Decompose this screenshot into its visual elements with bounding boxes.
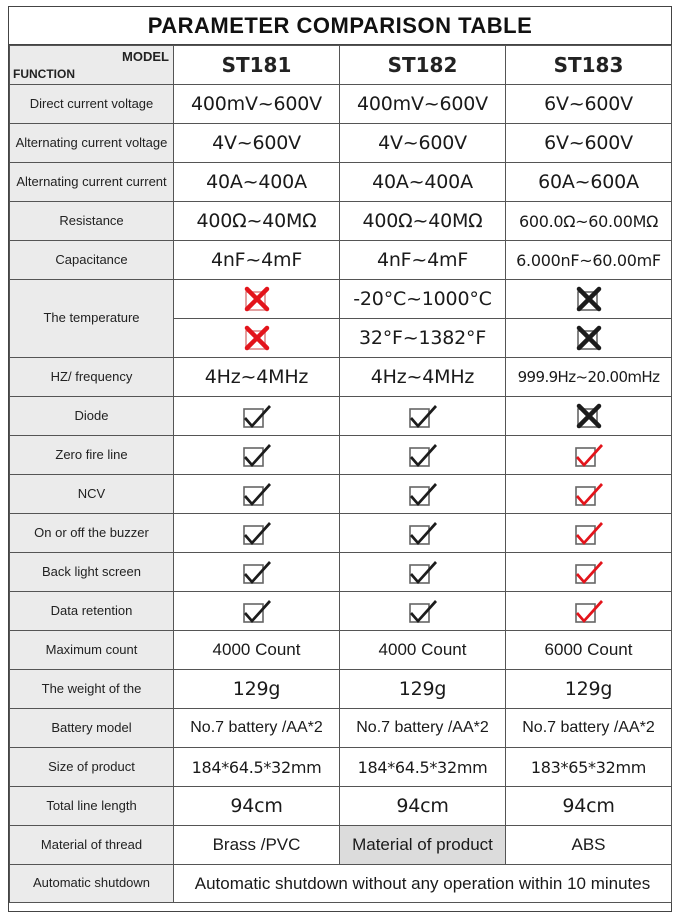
function-label-cell: Data retention [10,592,174,631]
row-data-retention [10,592,672,631]
mark-cell [340,514,506,553]
row-size [10,748,672,787]
comparison-sheet [8,6,672,912]
value-cell: 4V~600V [174,124,340,163]
value-cell: 129g [340,670,506,709]
mark-cell [174,319,340,358]
value-cell: 400mV~600V [174,85,340,124]
value-cell: 129g [174,670,340,709]
check-black-icon [241,402,273,430]
value-cell: -20°C~1000°C [340,280,506,319]
mark-cell [340,592,506,631]
check-red-icon [573,519,605,547]
value-cell: 94cm [174,787,340,826]
mark-cell [174,592,340,631]
value-cell: 4Hz~4MHz [174,358,340,397]
mark-cell [506,397,672,436]
mark-cell [506,280,672,319]
value-cell: 999.9Hz~20.00mHz [506,358,672,397]
function-label-cell: Resistance [10,202,174,241]
row-ac-voltage [10,124,672,163]
row-material [10,826,672,865]
value-cell: 129g [506,670,672,709]
mark-cell [174,280,340,319]
value-cell: 6.000nF~60.00mF [506,241,672,280]
row-dc-voltage [10,85,672,124]
value-cell: 6V~600V [506,124,672,163]
value-cell: 60A~600A [506,163,672,202]
mark-cell [340,475,506,514]
value-cell: 94cm [340,787,506,826]
function-label-cell: Back light screen [10,553,174,592]
function-label-cell: The weight of the [10,670,174,709]
value-cell: Material of product [340,826,506,865]
cross-red-icon [241,285,273,313]
row-max-count [10,631,672,670]
value-cell: 183*65*32mm [506,748,672,787]
comparison-table [9,45,672,903]
value-cell: 400mV~600V [340,85,506,124]
value-cell: 4nF~4mF [174,241,340,280]
header-corner-cell [10,46,174,85]
cross-black-icon [573,285,605,313]
check-black-icon [407,441,439,469]
function-label-cell: Battery model [10,709,174,748]
model-label: MODEL [122,49,169,64]
mark-cell [506,436,672,475]
function-label-cell: Alternating current voltage [10,124,174,163]
check-black-icon [241,480,273,508]
value-cell: 4V~600V [340,124,506,163]
mark-cell [340,553,506,592]
value-cell: 40A~400A [174,163,340,202]
value-cell: No.7 battery /AA*2 [506,709,672,748]
row-weight [10,670,672,709]
check-red-icon [573,597,605,625]
row-zero-fire-line [10,436,672,475]
function-label-cell: HZ/ frequency [10,358,174,397]
check-black-icon [407,480,439,508]
mark-cell [506,319,672,358]
check-red-icon [573,441,605,469]
function-label-cell: Capacitance [10,241,174,280]
function-label-cell: The temperature [10,280,174,358]
row-backlight [10,553,672,592]
value-cell: 4nF~4mF [340,241,506,280]
value-cell: 32°F~1382°F [340,319,506,358]
check-black-icon [407,402,439,430]
row-resistance [10,202,672,241]
function-label-cell: Alternating current current [10,163,174,202]
cross-red-icon [241,324,273,352]
mark-cell [174,514,340,553]
mark-cell [506,553,672,592]
check-red-icon [573,558,605,586]
function-label-cell: Material of thread [10,826,174,865]
function-label-cell: Direct current voltage [10,85,174,124]
row-temperature-celsius [10,280,672,319]
mark-cell [174,397,340,436]
value-cell: 4000 Count [340,631,506,670]
value-cell: No.7 battery /AA*2 [174,709,340,748]
check-black-icon [407,558,439,586]
value-cell: 4Hz~4MHz [340,358,506,397]
model-header-row [10,46,672,85]
value-cell: Brass /PVC [174,826,340,865]
mark-cell [506,592,672,631]
model-st181: ST181 [174,46,340,85]
mark-cell [174,475,340,514]
value-cell: 4000 Count [174,631,340,670]
mark-cell [506,514,672,553]
value-cell: 184*64.5*32mm [340,748,506,787]
value-cell: 94cm [506,787,672,826]
row-battery [10,709,672,748]
mark-cell [506,475,672,514]
value-cell: 6V~600V [506,85,672,124]
value-cell: ABS [506,826,672,865]
row-auto-shutdown [10,865,672,903]
function-label-cell: Total line length [10,787,174,826]
function-label-cell: Size of product [10,748,174,787]
function-label: FUNCTION [13,67,75,81]
row-diode [10,397,672,436]
page-title: PARAMETER COMPARISON TABLE [9,7,671,45]
function-label-cell: On or off the buzzer [10,514,174,553]
function-label-cell: Maximum count [10,631,174,670]
value-cell: 400Ω~40MΩ [174,202,340,241]
function-label-cell: Automatic shutdown [10,865,174,903]
mark-cell [174,553,340,592]
value-cell: 400Ω~40MΩ [340,202,506,241]
value-cell: No.7 battery /AA*2 [340,709,506,748]
row-line-length [10,787,672,826]
row-frequency [10,358,672,397]
value-cell: 600.0Ω~60.00MΩ [506,202,672,241]
row-ncv [10,475,672,514]
mark-cell [340,436,506,475]
function-label-cell: NCV [10,475,174,514]
mark-cell [174,436,340,475]
row-capacitance [10,241,672,280]
check-black-icon [407,597,439,625]
row-buzzer [10,514,672,553]
function-label-cell: Zero fire line [10,436,174,475]
check-red-icon [573,480,605,508]
check-black-icon [407,519,439,547]
function-label-cell: Diode [10,397,174,436]
cross-black-icon [573,402,605,430]
check-black-icon [241,597,273,625]
value-cell: 6000 Count [506,631,672,670]
check-black-icon [241,441,273,469]
value-cell: 40A~400A [340,163,506,202]
value-cell: 184*64.5*32mm [174,748,340,787]
row-ac-current [10,163,672,202]
cross-black-icon [573,324,605,352]
model-st183: ST183 [506,46,672,85]
check-black-icon [241,558,273,586]
model-st182: ST182 [340,46,506,85]
check-black-icon [241,519,273,547]
value-cell: Automatic shutdown without any operation within 10 minutes [174,865,672,903]
mark-cell [340,397,506,436]
